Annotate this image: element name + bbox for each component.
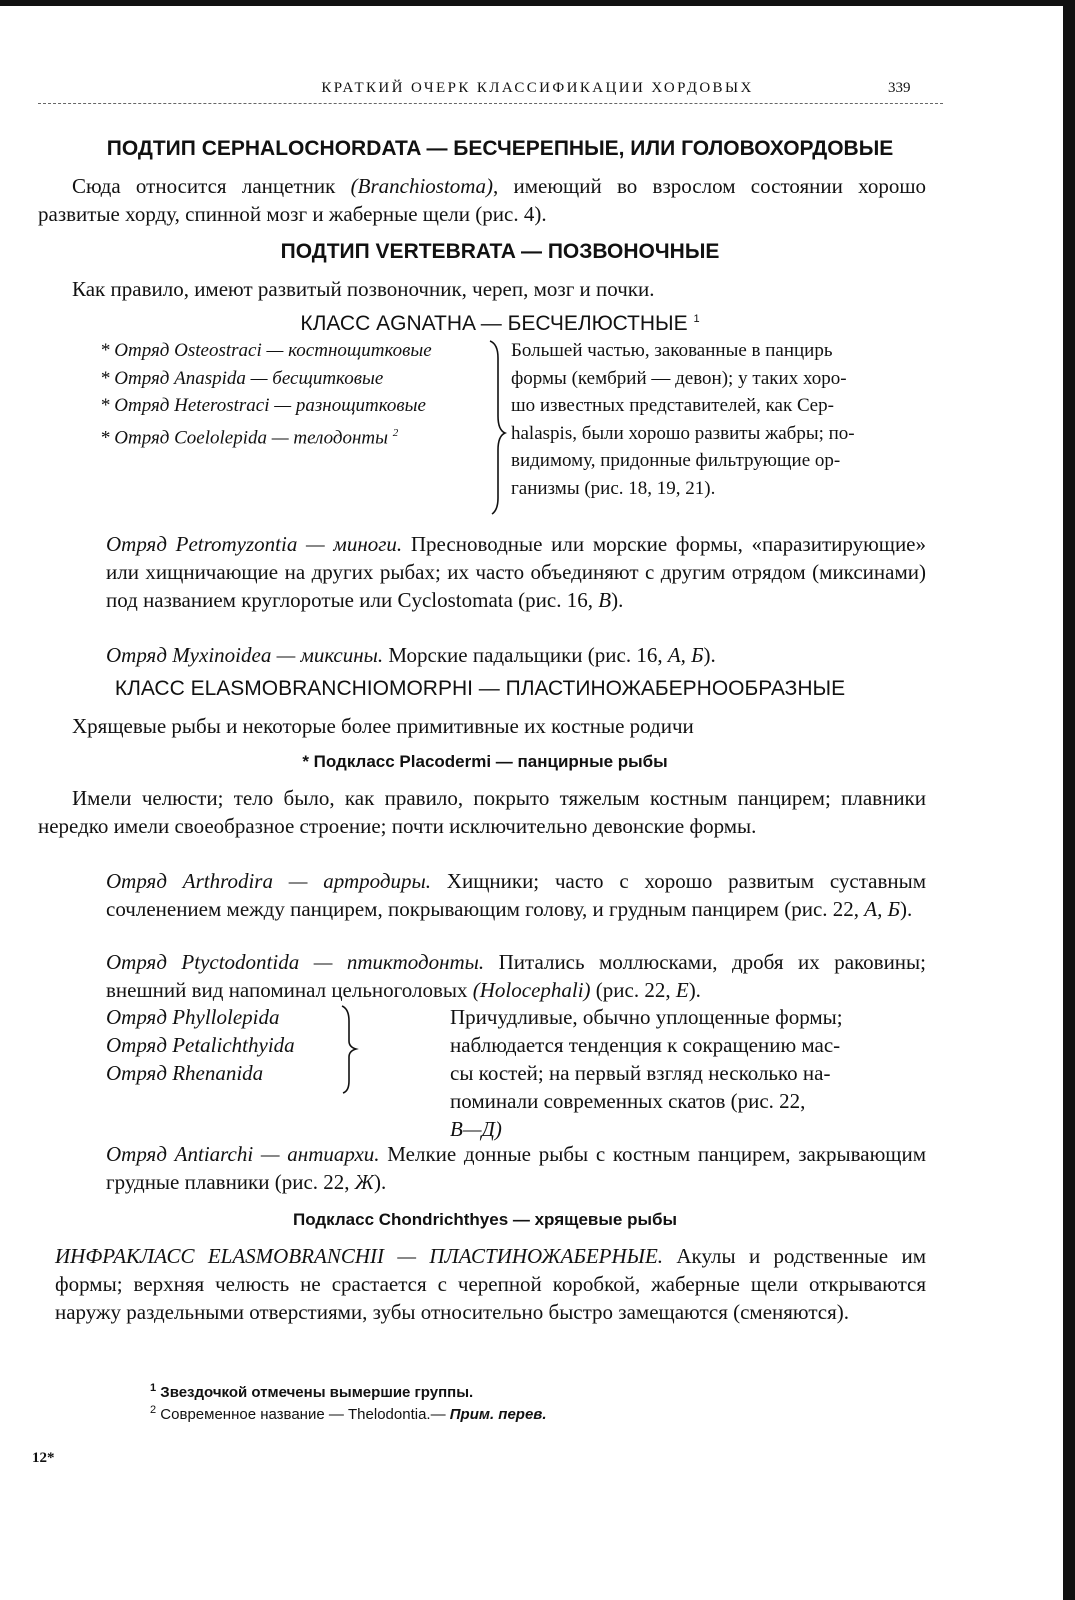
entry-arthrodira: Отряд Arthrodira — артродиры. Хищники; часто с хорошо развитым суставным сочленением между панцирем, покрывающим голову, и грудным панцирем (рис. 22, А, Б). [106,869,927,921]
list-item: * Отряд Coelolepida — телодонты $^2$ [100,426,399,448]
paragraph-elasmobranchiomorphi: Хрящевые рыбы и некоторые более примитивные их костные родичи [72,714,694,738]
heading-agnatha: КЛАСС AGNATHA — БЕСЧЕЛЮСТНЫЕ $^1$ [300,312,700,335]
ray-like-description: Причудливые, обычно уплощенные формы; наблюдается тенденция к сокращению мас- сы костей; на первый взгляд несколько на- поминали современных скатов (рис. 22, В—Д) [450,1005,843,1141]
entry-antiarchi: Отряд Antiarchi — антиархи. Мелкие донные рыбы с костным панцирем, закрывающим грудные плавники (рис. 22, Ж). [106,1142,926,1194]
heading-vertebrata: ПОДТИП VERTEBRATA — ПОЗВОНОЧНЫЕ [280,240,720,263]
entry-petromyzontia: Отряд Petromyzontia — миноги. Пресноводные или морские формы, «паразитирующие» или хищничающие на других рыбах; их часто объединяют с другим отрядом (миксинами) под названием круглоротые или Cyclostomata (рис. 16, В). [106,532,927,612]
agnatha-description: Большей частью, закованные в панцирь формы (кембрий — девон); у таких хоро- шо известных представителей, как Cep- halaspis, были хорошо развиты жабры; по- видимому, придонные фильтрующие ор- ганизмы (рис. 18, 19, 21). [511,340,855,499]
list-item: * Отряд Heterostraci — разнощитковые [100,395,426,416]
heading-chondrichthyes: Подкласс Chondrichthyes — хрящевые рыбы [292,1210,678,1229]
list-item: * Отряд Anaspida — бесщитковые [100,367,384,389]
list-item: Отряд Rhenanida [106,1061,264,1085]
running-header: КРАТКИЙ ОЧЕРК КЛАССИФИКАЦИИ ХОРДОВЫХ [321,80,754,96]
footnote-2: $^2$ Современное название — Thelodontia.— Прим. перев. [150,1404,547,1423]
agnatha-brace [488,338,510,516]
entry-myxinoidea: Отряд Myxinoidea — миксины. Морские падальщики (рис. 16, А, Б). [106,643,716,667]
entry-elasmobranchii: ИНФРАКЛАСС ELASMOBRANCHII — ПЛАСТИНОЖАБЕРНЫЕ. Акулы и родственные им формы; верхняя челюсть не срастается с черепной коробкой, жаберные щели открываются наружу раздельными отверстиями, зубы относительно быстро замещаются (сменяются). [55,1244,926,1324]
list-item: Отряд Phyllolepida [106,1005,280,1029]
paragraph-vertebrata: Как правило, имеют развитый позвоночник, череп, мозг и почки. [72,277,655,301]
entry-ptyctodontida: Отряд Ptyctodontida — птиктодонты. Питались моллюсками, дробя их раковины; внешний вид напоминал цельноголовых (Holocephali) (рис. 22, Е). [106,950,926,1002]
footnote-1: $^1$ Звездочкой отмечены вымершие группы. [150,1382,474,1401]
ray-like-brace [340,1003,362,1095]
heading-elasmobranchiomorphi: КЛАСС ELASMOBRANCHIOMORPHI — ПЛАСТИНОЖАБЕРНООБРАЗНЫЕ [114,677,846,700]
signature-mark: 12* [32,1450,55,1466]
page-number: 339 [888,80,911,96]
list-item: * Отряд Osteostraci — костнощитковые [100,340,432,361]
list-item: Отряд Petalichthyida [106,1033,295,1057]
paragraph-cephalochordata: Сюда относится ланцетник (Branchiostoma), имеющий во взрослом состоянии хорошо развитые хорду, спинной мозг и жаберные щели (рис. 4). [38,174,926,226]
paragraph-placodermi: Имели челюсти; тело было, как правило, покрыто тяжелым костным панцирем; плавники нередко имели своеобразное строение; почти исключительно девонские формы. [38,786,926,838]
agnatha-order-list [100,337,500,451]
heading-placodermi: * Подкласс Placodermi — панцирные рыбы [302,752,668,771]
ray-like-order-list [106,1003,356,1087]
heading-cephalochordata: ПОДТИП CEPHALOCHORDATA — БЕСЧЕРЕПНЫЕ, ИЛИ ГОЛОВОХОРДОВЫЕ [106,137,894,160]
header-rule [38,103,943,104]
